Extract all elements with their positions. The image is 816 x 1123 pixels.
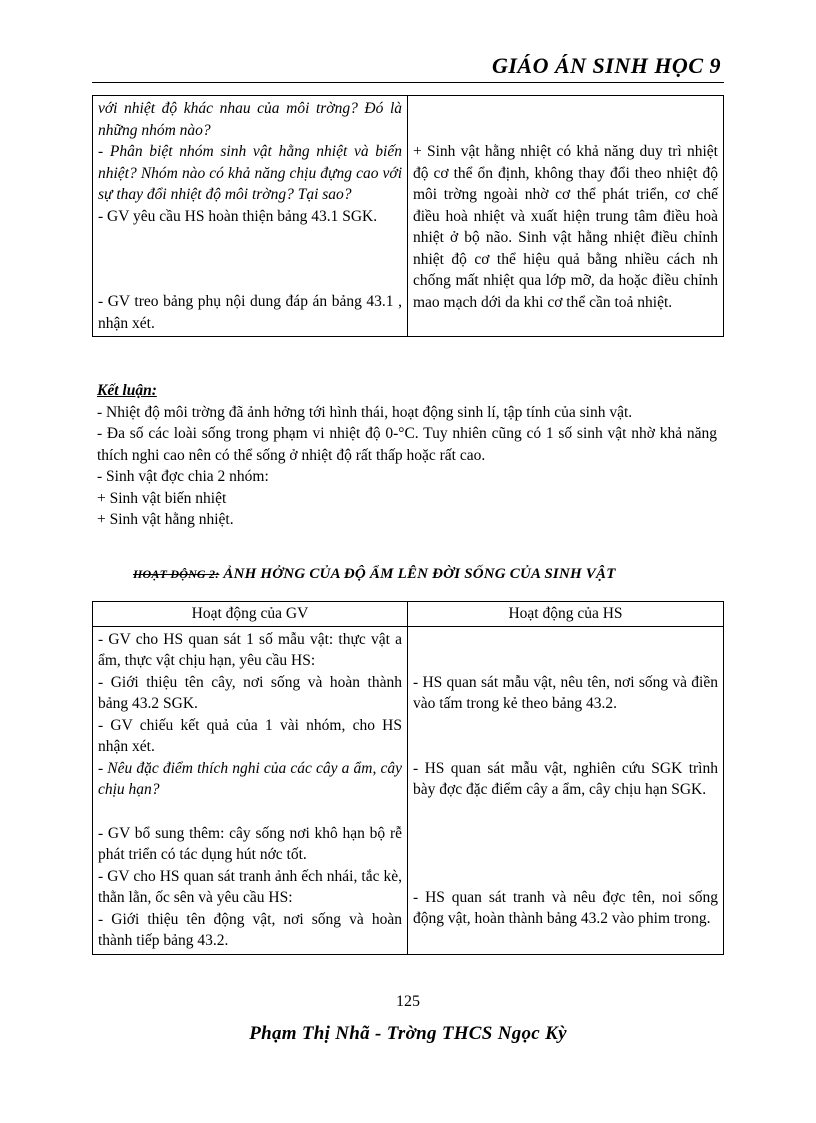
table-cell-gv	[93, 96, 408, 337]
table-cell-hs	[408, 96, 724, 337]
gv-text: - GV cho HS quan sát 1 số mẫu vật: thực vật a ẩm, thực vật chịu hạn, yêu cầu HS:	[98, 630, 402, 669]
table-activity1-continued	[92, 95, 724, 337]
conclusion-line: + Sinh vật hằng nhiệt.	[97, 511, 234, 528]
conclusion-line: - Sinh vật đợc chia 2 nhóm:	[97, 468, 269, 485]
gv-text: với nhiệt độ khác nhau của môi trờng? Đó là những nhóm nào?	[98, 100, 402, 139]
column-header-hs: Hoạt động của HS	[408, 602, 724, 627]
table-row	[93, 96, 724, 337]
spacer	[98, 801, 402, 823]
hs-text: + Sinh vật hằng nhiệt có khả năng duy trì nhiệt độ cơ thể ổn định, không thay đổi theo nhiệt độ môi trờng ngoài nhờ cơ thể phát triển, cơ chế điều hoà nhiệt và xuất hiện trung tâm điều hoà nhiệt ở bộ não. Sinh vật hằng nhiệt điều chỉnh nhiệt độ cơ thể hiệu quả bằng nhiều cách nh chống mất nhiệt qua lớp mỡ, da hoặc điều chỉnh mao mạch dới da khi cơ thể cần toả nhiệt.	[413, 143, 718, 311]
hs-text: - HS quan sát mẫu vật, nghiên cứu SGK trình bày đợc đặc điểm cây a ẩm, cây chịu hạn SGK.	[413, 759, 718, 798]
page-number: 125	[396, 993, 420, 1010]
table-activity2	[92, 601, 724, 955]
spacer	[413, 98, 718, 141]
conclusion-section	[97, 380, 717, 531]
gv-text: - Nêu đặc điểm thích nghi của các cây a ẩm, cây chịu hạn?	[98, 759, 402, 798]
column-header-gv: Hoạt động của GV	[93, 602, 408, 627]
table-header-row	[93, 602, 724, 627]
table-row	[93, 626, 724, 954]
gv-text: - Giới thiệu tên cây, nơi sống và hoàn thành bảng 43.2 SGK.	[98, 673, 402, 712]
spacer	[413, 715, 718, 758]
conclusion-line: - Đa số các loài sống trong phạm vi nhiệt độ 0-°C. Tuy nhiên cũng có 1 số sinh vật nhờ khả năng thích nghi cao nên có thể sống ở nhiệt độ rất thấp hoặc rất cao.	[97, 425, 717, 464]
gv-text: - GV chiếu kết quả của 1 vài nhóm, cho HS nhận xét.	[98, 716, 402, 755]
gv-text: - GV cho HS quan sát tranh ảnh ếch nhái, tắc kè, thằn lằn, ốc sên và yêu cầu HS:	[98, 867, 402, 906]
gv-text: - GV yêu cầu HS hoàn thiện bảng 43.1 SGK.	[98, 207, 378, 225]
gv-text: - Giới thiệu tên động vật, nơi sống và hoàn thành tiếp bảng 43.2.	[98, 910, 402, 949]
gv-text: - GV bổ sung thêm: cây sống nơi khô hạn bộ rễ phát triển có tác dụng hút nớc tốt.	[98, 824, 402, 863]
spacer	[98, 227, 402, 291]
gv-text: - Phân biệt nhóm sinh vật hằng nhiệt và biến nhiệt? Nhóm nào có khả năng chịu đựng cao với sự thay đổi nhiệt độ môi trờng? Tại sao?	[98, 143, 402, 203]
hs-text: - HS quan sát mẫu vật, nêu tên, nơi sống và điền vào tấm trong kẻ theo bảng 43.2.	[413, 673, 718, 712]
header-rule	[92, 82, 724, 83]
spacer	[413, 629, 718, 672]
activity-title: ẢNH HỞNG CỦA ĐỘ ẨM LÊN ĐỜI SỐNG CỦA SINH VẬT	[223, 566, 616, 582]
activity-heading	[133, 566, 616, 583]
gv-text: - GV treo bảng phụ nội dung đáp án bảng 43.1 , nhận xét.	[98, 293, 402, 332]
conclusion-line: - Nhiệt độ môi trờng đã ảnh hởng tới hình thái, hoạt động sinh lí, tập tính của sinh vật.	[97, 403, 633, 421]
header-title: GIÁO ÁN SINH HỌC 9	[491, 53, 721, 78]
hs-text: - HS quan sát tranh và nêu đợc tên, noi sống động vật, hoàn thành bảng 43.2 vào phim trong.	[413, 888, 718, 927]
table-cell-hs	[408, 626, 724, 954]
conclusion-line: + Sinh vật biến nhiệt	[97, 489, 227, 507]
conclusion-heading: Kết luận:	[97, 382, 157, 399]
activity-label: HOẠT ĐỘNG 2:	[133, 567, 220, 581]
spacer	[413, 801, 718, 887]
table-cell-gv	[93, 626, 408, 954]
footer-author: Phạm Thị Nhã - Trờng THCS Ngọc Kỳ	[249, 1023, 567, 1044]
